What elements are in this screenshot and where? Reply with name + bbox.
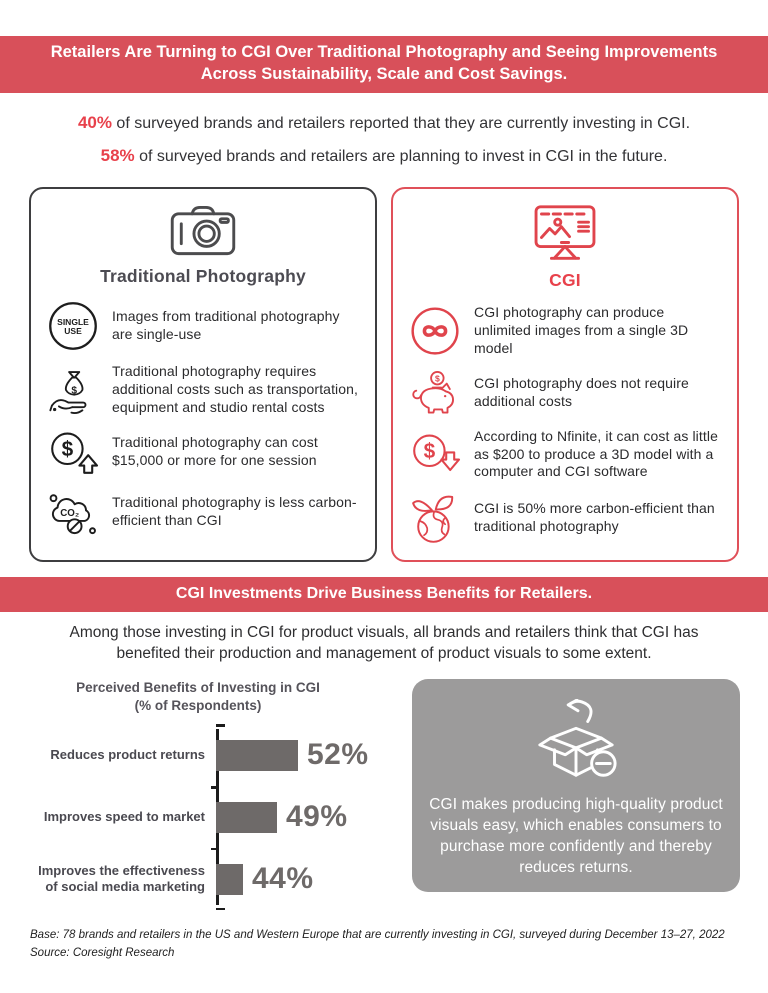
footer-source: Source: Coresight Research bbox=[30, 946, 175, 959]
stat-line-future bbox=[0, 139, 768, 172]
top-banner bbox=[0, 36, 768, 93]
cgi-benefit-callout bbox=[412, 679, 740, 892]
single-use-badge-icon bbox=[46, 300, 100, 352]
cgi-item-unlimited bbox=[408, 304, 722, 358]
stat-text-current: of surveyed brands and retailers reported that they are currently investing in CGI. bbox=[111, 114, 691, 132]
footer-base: Base: 78 brands and retailers in the US and Western Europe that are currently investing in CGI, surveyed during December 13–27, 2022 bbox=[30, 929, 725, 942]
bar-value: 44% bbox=[252, 862, 314, 896]
traditional-item-text: Traditional photography requires additional costs such as transportation, equipment and studio rental costs bbox=[112, 362, 359, 415]
benefits-bar-chart bbox=[28, 677, 406, 910]
benefits-row bbox=[28, 677, 740, 910]
bar-label: Improves the effectiveness of social media marketing bbox=[38, 862, 205, 895]
bar-value: 52% bbox=[307, 738, 369, 772]
bar-group bbox=[216, 862, 314, 896]
svg-text:SINGLE: SINGLE bbox=[57, 316, 89, 327]
axis-tick bbox=[216, 724, 225, 727]
cgi-card-header bbox=[408, 202, 722, 291]
comparison-cards bbox=[29, 187, 739, 562]
traditional-item-single-use bbox=[46, 300, 360, 352]
traditional-item-text: Traditional photography can cost $15,000 or more for one session bbox=[112, 433, 318, 468]
bar-label: Improves speed to market bbox=[43, 808, 205, 824]
dollar-down-icon bbox=[408, 430, 462, 478]
cgi-item-no-extra-costs bbox=[408, 369, 722, 417]
svg-text:$: $ bbox=[434, 372, 440, 383]
bar-value: 49% bbox=[286, 800, 348, 834]
traditional-card-header bbox=[46, 202, 360, 287]
svg-text:CO₂: CO₂ bbox=[60, 507, 80, 519]
dollar-up-icon bbox=[46, 428, 100, 476]
box-return-icon bbox=[428, 699, 724, 785]
cgi-item-text: CGI photography does not require additional costs bbox=[474, 374, 689, 409]
piggy-bank-icon bbox=[408, 369, 462, 417]
callout-text: CGI makes producing high-quality product visuals easy, which enables consumers to purchase more confidently and thereby reduces returns. bbox=[429, 795, 723, 876]
chart-title bbox=[56, 679, 340, 714]
cgi-item-carbon-efficient bbox=[408, 492, 722, 544]
traditional-item-text: Traditional photography is less carbon-efficient than CGI bbox=[112, 493, 357, 528]
bar-group bbox=[216, 738, 369, 772]
cgi-card-title: CGI bbox=[549, 269, 581, 290]
bar bbox=[216, 864, 243, 895]
benefits-intro: Among those investing in CGI for product visuals, all brands and retailers think that CGI has benefited their production and management of product visuals to some extent. bbox=[69, 624, 699, 663]
bar bbox=[216, 740, 298, 771]
infinity-icon bbox=[408, 305, 462, 357]
traditional-item-carbon bbox=[46, 487, 360, 537]
traditional-photography-card bbox=[29, 187, 377, 562]
svg-text:$: $ bbox=[71, 385, 77, 397]
stat-value-future: 58% bbox=[100, 145, 135, 165]
chart-plot-area bbox=[28, 724, 406, 910]
top-banner-text: Retailers Are Turning to CGI Over Traditional Photography and Seeing Improvements Across Sustainability, Scale and Cost Savings. bbox=[50, 43, 718, 83]
bar-label: Reduces product returns bbox=[50, 746, 205, 762]
footer-note bbox=[30, 927, 738, 963]
svg-text:USE: USE bbox=[64, 326, 82, 337]
traditional-item-cost-15000 bbox=[46, 428, 360, 476]
cgi-item-text: CGI is 50% more carbon-efficient than traditional photography bbox=[474, 500, 715, 535]
cgi-card bbox=[391, 187, 739, 562]
money-bag-hand-icon bbox=[46, 365, 100, 415]
axis-tick bbox=[211, 848, 218, 851]
bar bbox=[216, 802, 277, 833]
traditional-item-text: Images from traditional photography are single-use bbox=[112, 308, 340, 342]
chart-title-line2: (% of Respondents) bbox=[134, 697, 262, 713]
monitor-image-icon bbox=[408, 202, 722, 264]
cgi-item-text: According to Nfinite, it can cost as little as $200 to produce a 3D model with a computer and CGI software bbox=[474, 427, 718, 480]
axis-tick bbox=[211, 786, 218, 789]
svg-text:$: $ bbox=[61, 437, 74, 461]
axis-tick bbox=[216, 908, 225, 911]
traditional-item-extra-costs bbox=[46, 363, 360, 417]
camera-icon bbox=[46, 202, 360, 260]
stat-text-future: of surveyed brands and retailers are planning to invest in CGI in the future. bbox=[134, 147, 668, 165]
traditional-card-title: Traditional Photography bbox=[100, 265, 306, 286]
stat-line-current bbox=[0, 106, 768, 139]
benefits-banner-text: CGI Investments Drive Business Benefits for Retailers. bbox=[175, 585, 593, 603]
benefits-banner bbox=[0, 577, 768, 612]
stat-value-current: 40% bbox=[77, 112, 112, 132]
cgi-item-text: CGI photography can produce unlimited images from a single 3D model bbox=[474, 303, 689, 356]
co2-cloud-icon bbox=[46, 487, 100, 537]
svg-text:$: $ bbox=[423, 440, 436, 464]
chart-title-line1: Perceived Benefits of Investing in CGI bbox=[76, 679, 320, 695]
stats-section bbox=[0, 106, 768, 172]
cgi-item-low-cost bbox=[408, 428, 722, 482]
bar-group bbox=[216, 800, 348, 834]
earth-leaves-icon bbox=[408, 492, 462, 544]
